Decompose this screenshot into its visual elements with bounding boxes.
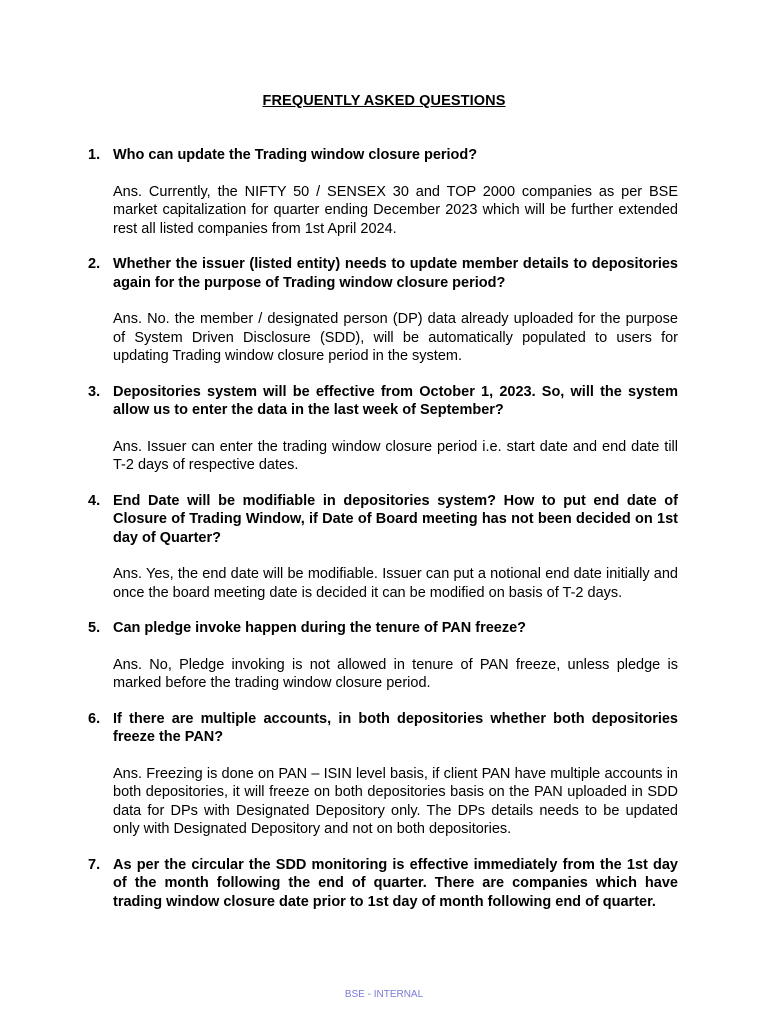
- classification-footer: BSE - INTERNAL: [344, 989, 424, 1000]
- faq-question: If there are multiple accounts, in both depositories whether both depositories freeze the PAN?: [113, 710, 678, 745]
- faq-answer: Ans. No, Pledge invoking is not allowed in tenure of PAN freeze, unless pledge is marked before the trading window closure period.: [113, 656, 678, 691]
- faq-question: Who can update the Trading window closure period?: [113, 147, 478, 163]
- faq-answer: Ans. Yes, the end date will be modifiable. Issuer can put a notional end date initially and once the board meeting date is decided it can be modified on basis of T-2 days.: [113, 566, 678, 601]
- faq-answer: Ans. Freezing is done on PAN – ISIN level basis, if client PAN have multiple accounts in both depositories, it will freeze on both depositories basis on the PAN uploaded in SDD data for DPs with Designated Depository only. The DPs details needs to be updated only with Designated Depository and not on both depositories.: [113, 765, 678, 837]
- faq-number: 5.: [88, 620, 101, 636]
- faq-item: [88, 255, 678, 366]
- faq-question: As per the circular the SDD monitoring is effective immediately from the 1st day of the month following the end of quarter. There are companies which have trading window closure date prior to 1st day of month following end of quarter.: [113, 856, 678, 910]
- faq-number: 3.: [88, 383, 101, 400]
- faq-question: Whether the issuer (listed entity) needs to update member details to depositories again for the purpose of Trading window closure period?: [113, 256, 678, 291]
- faq-number: 6.: [88, 710, 101, 727]
- faq-question: Can pledge invoke happen during the tenure of PAN freeze?: [113, 620, 527, 636]
- faq-question: End Date will be modifiable in depositories system? How to put end date of Closure of Trading Window, if Date of Board meeting has not been decided on 1st day of Quarter?: [113, 492, 678, 546]
- faq-question: Depositories system will be effective from October 1, 2023. So, will the system allow us to enter the data in the last week of September?: [113, 383, 678, 418]
- faq-item: [88, 619, 678, 693]
- faq-answer: Ans. Issuer can enter the trading window closure period i.e. start date and end date till T-2 days of respective dates.: [113, 438, 678, 473]
- faq-list: [88, 146, 678, 929]
- faq-item: [88, 856, 678, 912]
- faq-number: 4.: [88, 492, 101, 509]
- faq-answer: Ans. No. the member / designated person (DP) data already uploaded for the purpose of System Driven Disclosure (SDD), will be automatically populated to users for updating Trading window closure period in the system.: [113, 311, 678, 364]
- faq-item: [88, 492, 678, 603]
- page-title: FREQUENTLY ASKED QUESTIONS: [262, 93, 506, 109]
- faq-item: [88, 383, 678, 475]
- faq-item: [88, 710, 678, 839]
- faq-item: [88, 146, 678, 238]
- faq-number: 2.: [88, 256, 101, 272]
- faq-answer: Ans. Currently, the NIFTY 50 / SENSEX 30 and TOP 2000 companies as per BSE market capitalization for quarter ending December 2023 which will be further extended rest all listed companies from 1st April 2024.: [113, 183, 678, 237]
- faq-number: 1.: [88, 147, 101, 163]
- faq-number: 7.: [88, 856, 101, 873]
